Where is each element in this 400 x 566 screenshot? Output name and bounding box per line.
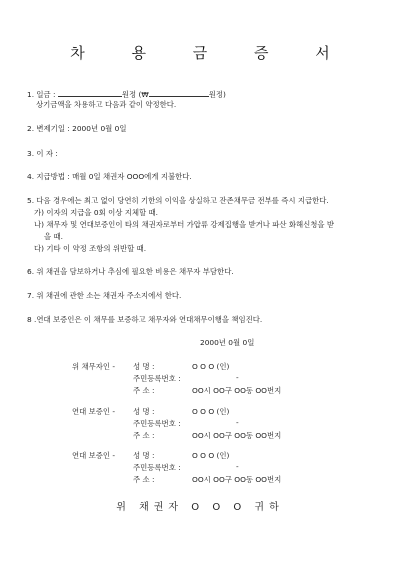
party-debtor	[0, 361, 400, 401]
item-7: 7. 위 채권에 관한 소는 채권자 주소지에서 한다.	[27, 291, 182, 300]
item-1-label: 일금 :	[36, 90, 56, 99]
id-value: -	[236, 462, 239, 471]
party-role: 연대 보증인 -	[72, 407, 116, 416]
address-value: OO시 OO구 OO동 OO번지	[192, 475, 282, 484]
item-2: 2. 변제기일 : 2000년 0월 0일	[27, 124, 127, 133]
party-role: 위 채무자인 -	[72, 362, 116, 371]
name-label: 성 명 :	[133, 407, 155, 416]
party-role: 연대 보증인 -	[72, 451, 116, 460]
contract-date: 2000년 0월 0일	[200, 338, 255, 347]
id-label: 주민등록번호 :	[133, 463, 181, 472]
party-guarantor-2	[0, 450, 400, 490]
name-value: O O O (인)	[192, 451, 230, 460]
item-1	[27, 89, 226, 99]
id-value: -	[236, 373, 239, 382]
address-label: 주 소 :	[133, 386, 155, 395]
name-label: 성 명 :	[133, 451, 155, 460]
item-1-note: 상기금액을 차용하고 다음과 같이 약정한다.	[36, 100, 177, 109]
address-value: OO시 OO구 OO동 OO번지	[192, 386, 282, 395]
amount-numeric-suffix: 원정)	[208, 90, 226, 99]
item-5-b-cont: 을 때.	[44, 232, 63, 241]
amount-korean-blank	[58, 89, 122, 97]
document-title: 차 용 금 증 서	[70, 44, 351, 62]
item-5-b: 나) 채무자 및 연대보증인이 타의 채권자로부터 가압류 강제집행을 받거나 파산 화해신청을 받	[34, 220, 335, 229]
amount-korean-suffix: 원정 (₩	[121, 90, 149, 99]
address-value: OO시 OO구 OO동 OO번지	[192, 431, 282, 440]
id-value: -	[236, 418, 239, 427]
party-guarantor-1	[0, 406, 400, 446]
item-5: 5. 다음 경우에는 최고 없이 당연히 기한의 이익을 상실하고 잔존채무금 전부를 즉시 지급한다.	[27, 196, 329, 205]
address-label: 주 소 :	[133, 431, 155, 440]
id-label: 주민등록번호 :	[133, 419, 181, 428]
item-5-a: 가) 이자의 지급을 0회 이상 지체할 때.	[34, 208, 158, 217]
addressee-footer: 위 채권자 O O O 귀하	[116, 502, 284, 513]
amount-numeric-blank	[149, 89, 209, 97]
name-label: 성 명 :	[133, 362, 155, 371]
item-6: 6. 위 채권을 담보하거나 추심에 필요한 비용은 채무자 부담한다.	[27, 267, 234, 276]
id-label: 주민등록번호 :	[133, 374, 181, 383]
address-label: 주 소 :	[133, 475, 155, 484]
name-value: O O O (인)	[192, 407, 230, 416]
item-3: 3. 이 자 :	[27, 149, 58, 158]
name-value: O O O (인)	[192, 362, 230, 371]
item-4: 4. 지급방법 : 매월 0일 채권자 OOO에게 지불한다.	[27, 172, 192, 181]
item-5-c: 다) 기타 이 약정 조항의 위반할 때.	[34, 244, 147, 253]
item-1-number: 1.	[27, 90, 35, 99]
item-8: 8 .연대 보증인은 이 채무를 보증하고 채무자와 연대채무이행을 책임진다.	[27, 315, 263, 324]
